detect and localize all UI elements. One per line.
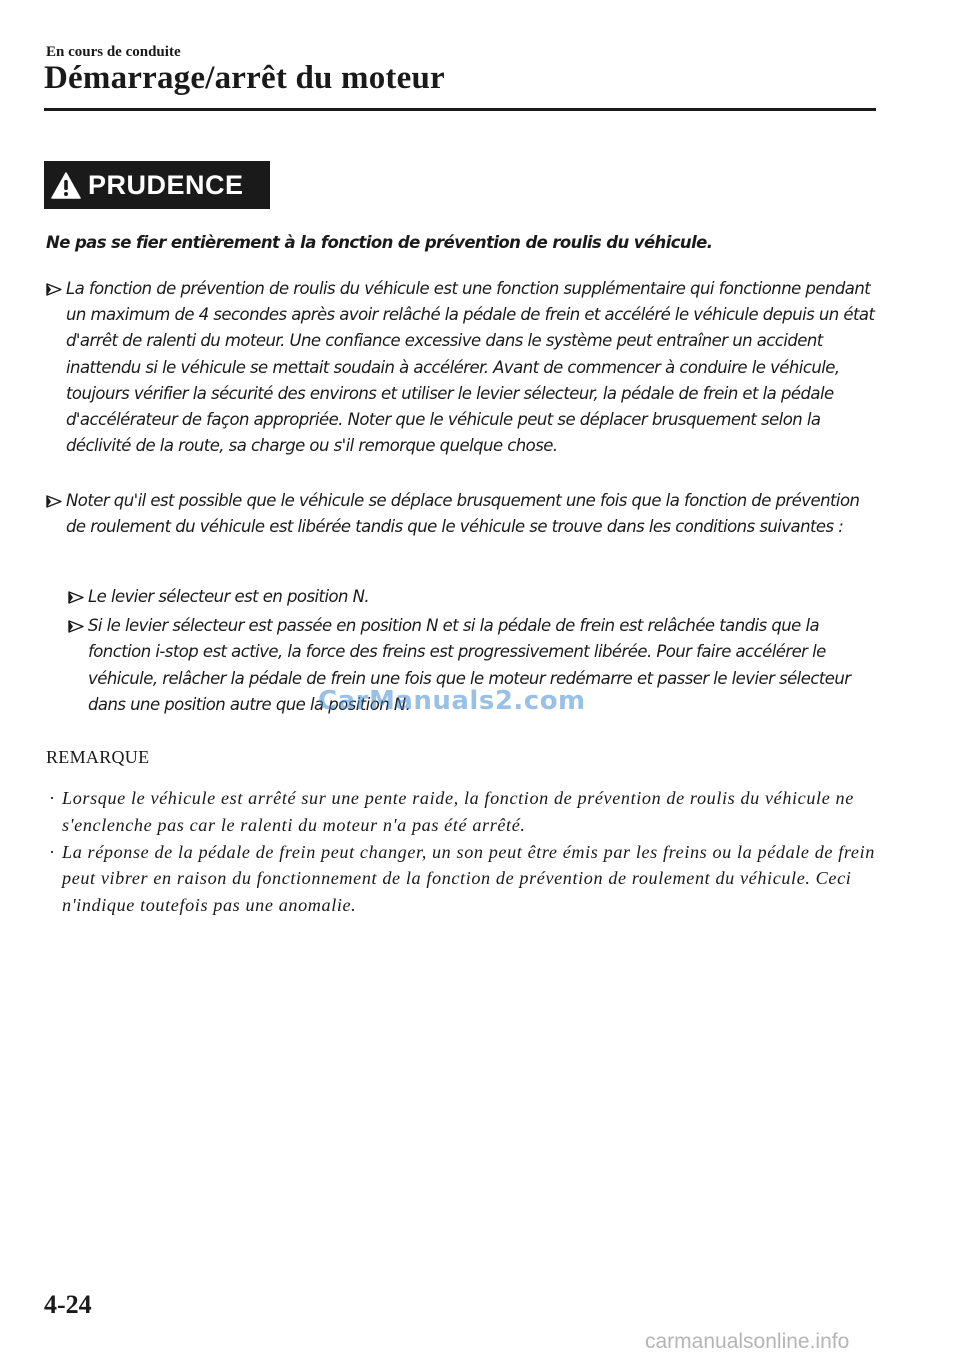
bullet-text: Le levier sélecteur est en position N. <box>88 587 370 606</box>
note-text: Lorsque le véhicule est arrêté sur une pente raide, la fonction de prévention de roulis du véhicule ne s'enclenche pas car le ralenti du moteur n'a pas été arrêté. <box>62 788 854 835</box>
note-text: La réponse de la pédale de frein peut changer, un son peut être émis par les freins ou la pédale de frein peut vibrer en raison du fonctionnement de la fonction de prévention de roulement du véhicule. Ceci n'indique toutefois pas une anomalie. <box>62 841 875 916</box>
overlay-watermark: CarManuals2.com <box>318 686 586 716</box>
arrow-bullet-icon <box>46 276 64 296</box>
caution-bullet-list <box>46 276 881 459</box>
warning-heading: Ne pas se fier entièrement à la fonction de prévention de roulis du véhicule. <box>46 233 713 252</box>
dot-bullet-icon: · <box>49 788 56 808</box>
footer-watermark: carmanualsonline.info <box>645 1330 850 1353</box>
list-item <box>46 785 876 839</box>
bullet-text: La fonction de prévention de roulis du véhicule est une fonction supplémentaire qui fonctionne pendant un maximum de 4 secondes après avoir relâché la pédale de frein et accéléré le véhicule depuis un état d'arrêt de ralenti du moteur. Une confiance excessive dans le système peut entraîner un accident inattendu si le véhicule se mettait soudain à accélérer. Avant de commencer à conduire le véhicule, toujours vérifier la sécurité des environs et utiliser le levier sélecteur, la pédale de frein et la pédale d'accélérateur de façon appropriée. Noter que le véhicule peut se déplacer brusquement selon la déclivité de la route, sa charge ou s'il remorque quelque chose. <box>66 279 875 456</box>
bullet-text: Si le levier sélecteur est passée en position N et si la pédale de frein est relâchée tandis que la fonction i-stop est active, la force des freins est progressivement libérée. Pour faire accélérer le véhicule, relâcher la pédale de frein une fois que le moteur redémarre et passer le levier sélecteur dans une position autre que la position N. <box>88 616 851 714</box>
list-item <box>46 276 881 459</box>
bullet-text: Noter qu'il est possible que le véhicule se déplace brusquement une fois que la fonction de prévention de roulement du véhicule est libérée tandis que le véhicule se trouve dans les conditions suivantes : <box>66 491 860 537</box>
section-label: En cours de conduite <box>46 44 181 60</box>
arrow-bullet-icon <box>68 584 86 604</box>
note-list <box>46 785 876 919</box>
arrow-bullet-icon <box>68 613 86 633</box>
dot-bullet-icon: · <box>49 841 56 862</box>
note-heading: REMARQUE <box>46 747 150 767</box>
list-item <box>68 613 883 718</box>
list-item <box>68 584 883 610</box>
list-item <box>46 839 876 919</box>
title-divider <box>44 108 876 111</box>
page-title: Démarrage/arrêt du moteur <box>44 60 445 96</box>
caution-badge <box>44 161 270 209</box>
list-item <box>46 488 881 540</box>
arrow-bullet-icon <box>46 488 64 508</box>
caution-sub-bullet-list <box>68 584 883 718</box>
caution-bullet-list-2 <box>46 488 881 540</box>
caution-label: PRUDENCE <box>88 169 244 200</box>
warning-triangle-icon <box>44 161 88 209</box>
page-number: 4-24 <box>44 1290 92 1319</box>
